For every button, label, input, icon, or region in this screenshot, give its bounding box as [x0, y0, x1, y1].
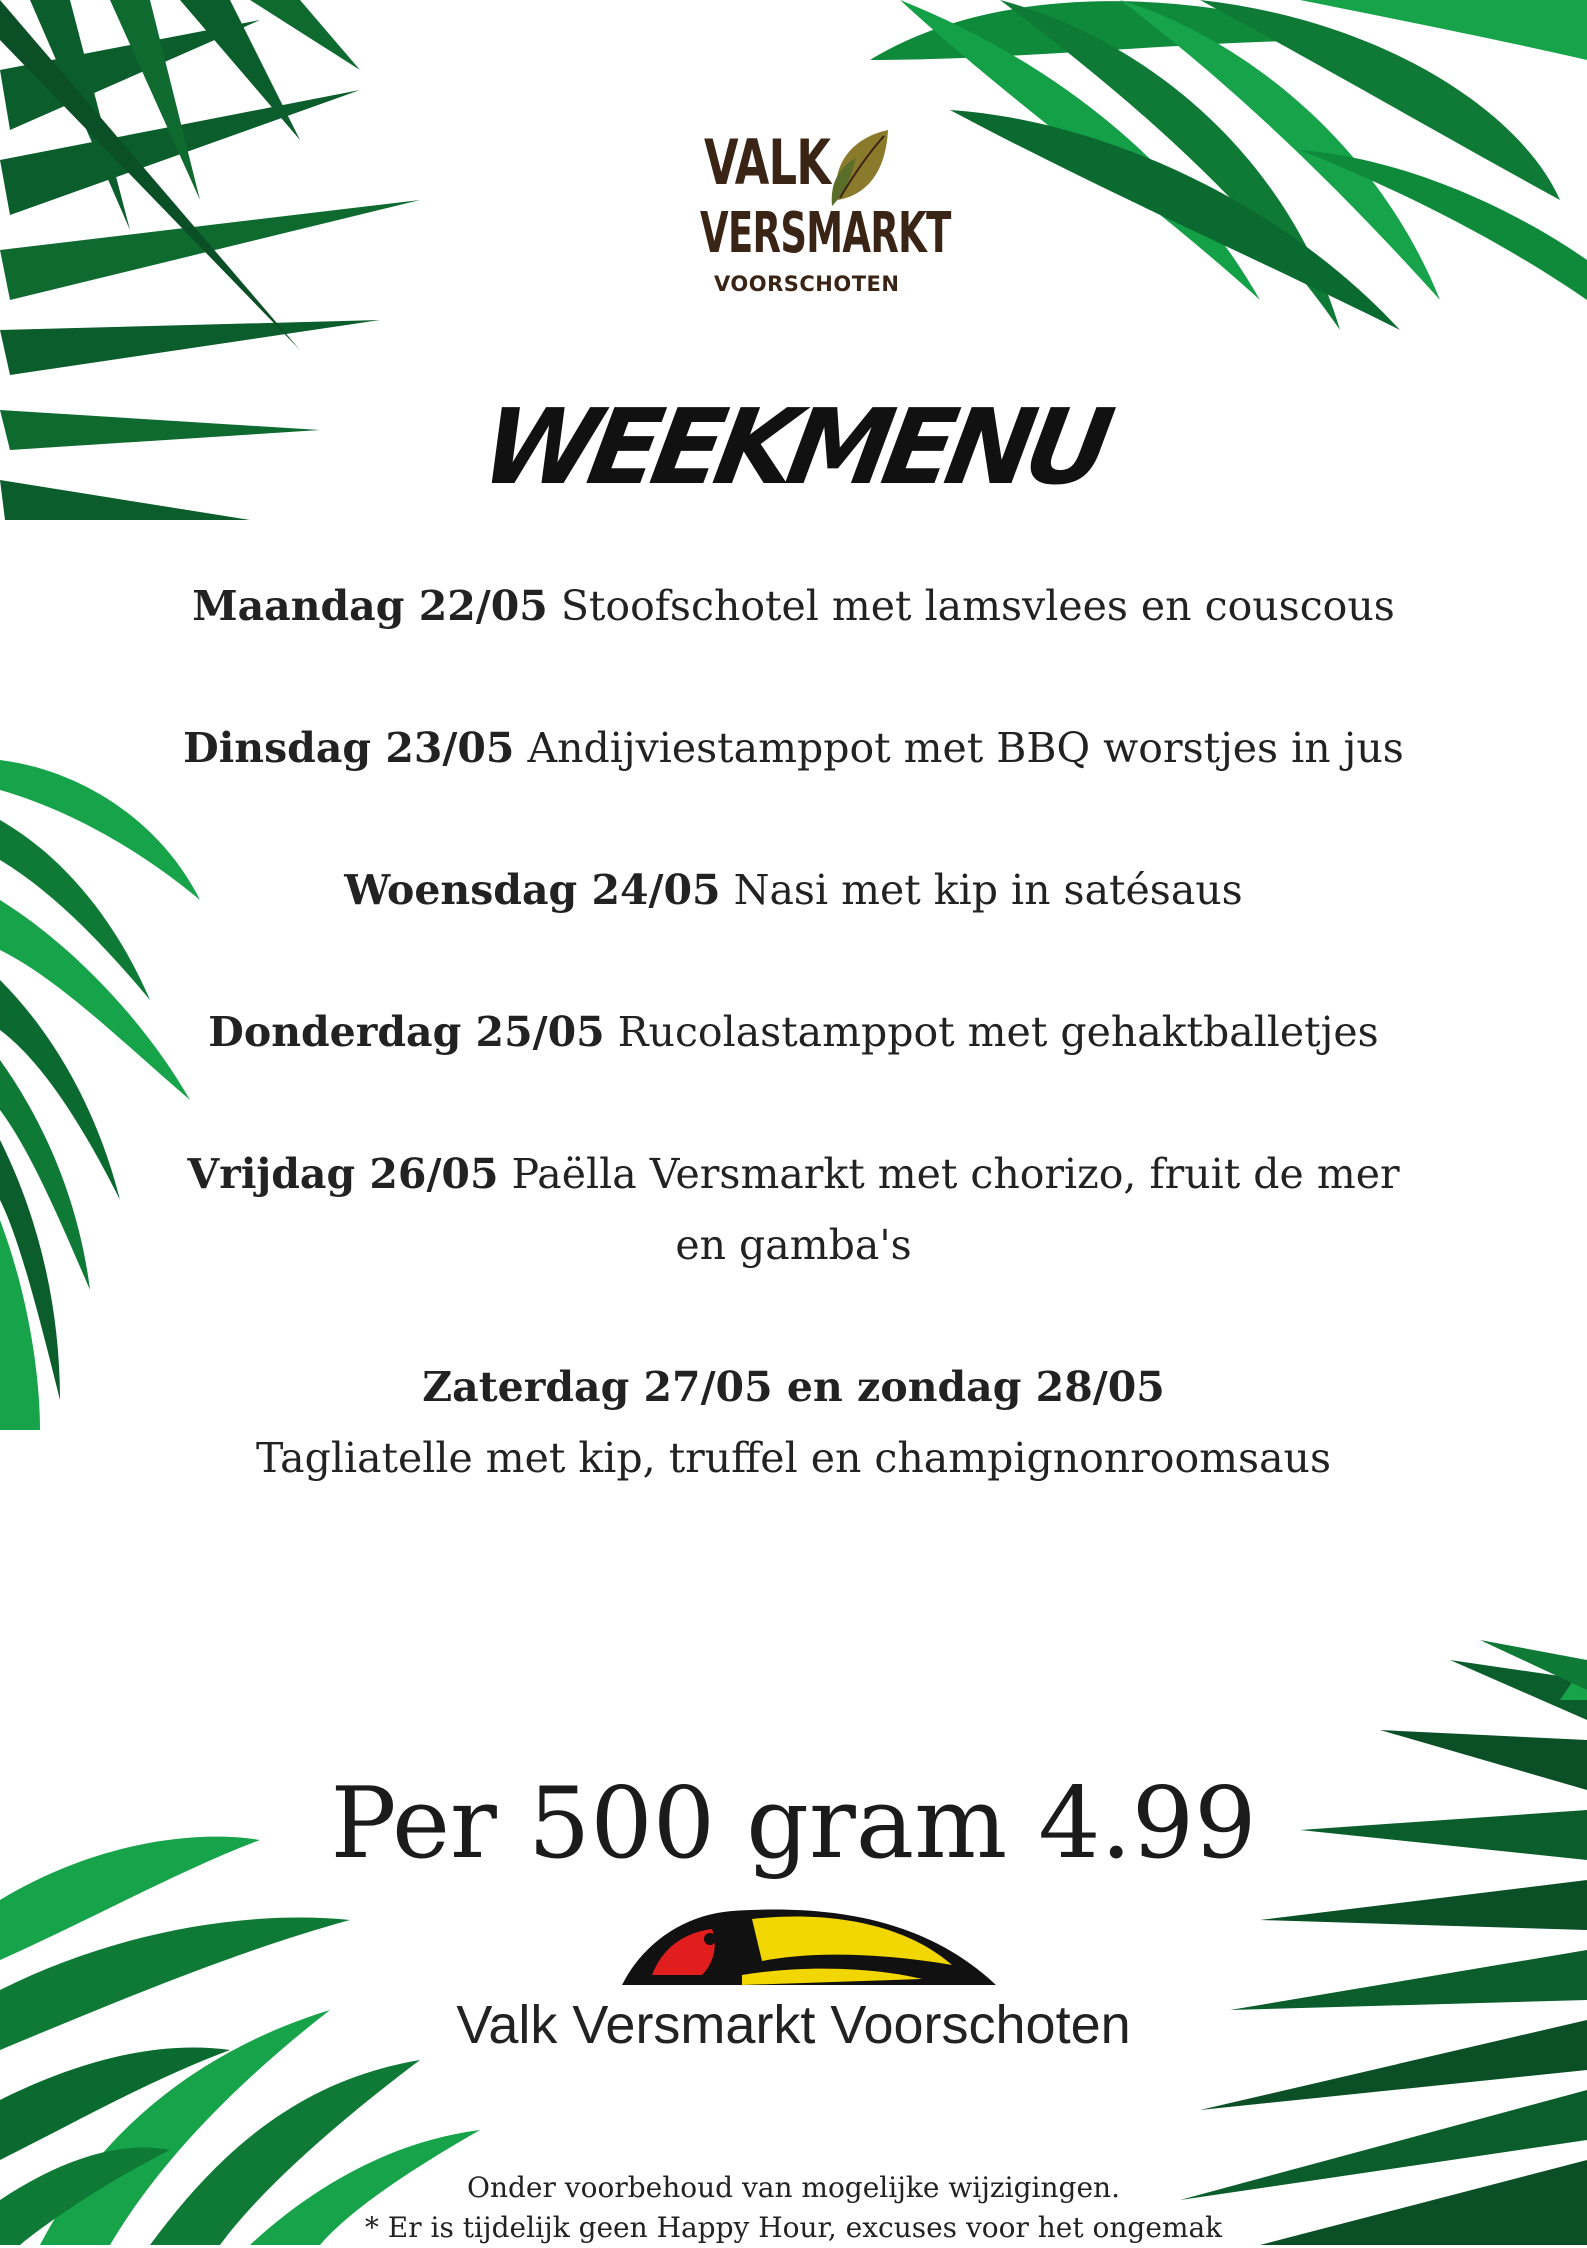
footer-notes	[0, 2168, 1587, 2248]
menu-day: Woensdag 24/05	[344, 866, 721, 914]
menu-item-tuesday	[160, 713, 1427, 784]
menu-item-thursday	[160, 997, 1427, 1068]
happy-hour-notice: * Er is tijdelijk geen Happy Hour, excuses voor het ongemak	[364, 2211, 1223, 2244]
toucan-icon	[622, 1905, 996, 1987]
menu-item-wednesday	[160, 855, 1427, 926]
store-name: Valk Versmarkt Voorschoten	[456, 1995, 1131, 2055]
menu-dish: Rucolastamppot met gehaktballetjes	[617, 1008, 1379, 1056]
menu-dish: Paëlla Versmarkt met chorizo, fruit de mer en gamba's	[511, 1150, 1400, 1269]
logo-line-versmarkt: VERSMARKT	[700, 201, 951, 266]
menu-dish: Stoofschotel met lamsvlees en couscous	[560, 582, 1395, 630]
leaf-icon	[830, 128, 890, 208]
price-label: Per 500 gram 4.99	[330, 1767, 1257, 1881]
menu-day: Zaterdag 27/05 en zondag 28/05	[422, 1363, 1165, 1411]
valk-versmarkt-logo	[698, 126, 951, 300]
menu-item-weekend	[160, 1352, 1427, 1494]
logo-line-voorschoten: VOORSCHOTEN	[714, 272, 900, 296]
menu-item-friday	[160, 1139, 1427, 1281]
menu-day: Maandag 22/05	[192, 582, 548, 630]
menu-dish: Nasi met kip in satésaus	[733, 866, 1243, 914]
week-menu-list	[160, 571, 1427, 1565]
menu-dish: Tagliatelle met kip, truffel en champignonroomsaus	[256, 1434, 1331, 1482]
logo-line-valk: VALK	[704, 126, 831, 199]
disclaimer: Onder voorbehoud van mogelijke wijzigingen.	[467, 2171, 1120, 2204]
menu-day: Donderdag 25/05	[208, 1008, 605, 1056]
page-title: WEEKMENU	[473, 386, 1114, 508]
menu-dish: Andijviestamppot met BBQ worstjes in jus	[527, 724, 1404, 772]
menu-day: Dinsdag 23/05	[183, 724, 515, 772]
menu-day: Vrijdag 26/05	[187, 1150, 499, 1198]
menu-item-monday	[160, 571, 1427, 642]
